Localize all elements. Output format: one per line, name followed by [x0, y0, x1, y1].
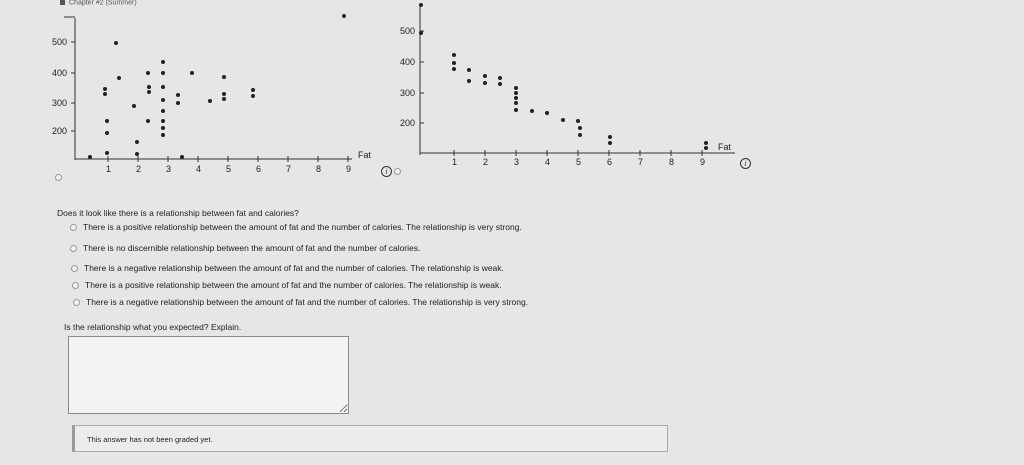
scatter-point	[251, 94, 255, 98]
scatter-point	[514, 86, 518, 90]
question-relationship: Does it look like there is a relationship between fat and calories?	[57, 208, 299, 218]
scatter-point	[161, 109, 165, 113]
option-label: There is a negative relationship between the amount of fat and the number of calories. The relationship is weak.	[84, 263, 504, 273]
plot-right-ytick-label: 400	[400, 57, 416, 67]
scatter-point	[514, 101, 518, 105]
plot-right-xtick-label: 4	[545, 157, 551, 167]
grade-status-text: This answer has not been graded yet.	[87, 435, 213, 444]
option-no-relationship[interactable]	[70, 243, 420, 253]
radio-button[interactable]	[71, 265, 78, 272]
scatter-point	[578, 126, 582, 130]
scatter-point	[608, 135, 612, 139]
scatter-point	[161, 133, 165, 137]
plot-right-xtick-label: 3	[514, 157, 520, 167]
scatter-point	[222, 75, 226, 79]
plot-right-xlabel: Fat	[718, 142, 732, 152]
scatter-point	[704, 146, 708, 150]
plot-right-ytick-label: 200	[400, 118, 416, 128]
option-positive-weak[interactable]	[72, 280, 502, 290]
scatter-point	[222, 97, 226, 101]
scatter-point	[342, 14, 346, 18]
scatter-point	[222, 92, 226, 96]
scatter-point	[105, 151, 109, 155]
scatter-point	[176, 93, 180, 97]
option-label: There is a positive relationship between the amount of fat and the number of calories. The relationship is weak.	[85, 280, 502, 290]
scatter-point	[147, 90, 151, 94]
scatter-point	[576, 119, 580, 123]
radio-button[interactable]	[72, 282, 79, 289]
scatter-point	[176, 101, 180, 105]
plot-right-axes	[420, 4, 735, 155]
scatter-point	[161, 98, 165, 102]
plot-right-xtick-label: 9	[700, 157, 706, 167]
plot-left-xtick-label: 7	[286, 164, 292, 174]
plot-right-xtick-label: 1	[452, 157, 458, 167]
grade-status-box	[72, 425, 668, 452]
plot-left-xtick-label: 4	[196, 164, 202, 174]
plot-left-xtick-label: 2	[136, 164, 142, 174]
scatter-point	[208, 99, 212, 103]
scatter-point	[608, 141, 612, 145]
plot-left-xtick-label: 6	[256, 164, 262, 174]
scatter-point	[190, 71, 194, 75]
plot-left-axes	[64, 17, 352, 160]
scatter-point	[135, 140, 139, 144]
plot-left-xlabel: Fat	[358, 150, 372, 160]
option-label: There is a positive relationship between the amount of fat and the number of calories. The relationship is very strong.	[83, 222, 522, 232]
plot-left-ytick-label: 400	[52, 68, 68, 78]
scatter-point	[452, 67, 456, 71]
explanation-textarea[interactable]	[68, 336, 349, 414]
option-label: There is no discernible relationship between the amount of fat and the number of calories.	[83, 243, 421, 253]
plot-right-ytick-label: 300	[400, 88, 416, 98]
scatter-point	[105, 131, 109, 135]
scatter-point	[146, 71, 150, 75]
scatter-point	[88, 155, 92, 159]
scatter-point	[103, 87, 107, 91]
scatter-point	[498, 76, 502, 80]
scatter-point	[146, 119, 150, 123]
scatter-point	[561, 118, 565, 122]
scatter-point	[147, 85, 151, 89]
scatter-point	[103, 92, 107, 96]
scatter-point	[498, 82, 502, 86]
graph-select-radio-right[interactable]	[394, 168, 401, 175]
plot-left-ytick-label: 300	[52, 98, 68, 108]
plot-left-xtick-label: 3	[166, 164, 172, 174]
scatter-plot-left	[0, 0, 1024, 200]
scatter-point	[578, 133, 582, 137]
scatter-point	[514, 108, 518, 112]
assignment-title: Chapter #2 (Summer)	[69, 0, 137, 7]
plot-right-ytick-label: 500	[400, 26, 416, 36]
graph-select-radio-left[interactable]	[55, 174, 62, 181]
scatter-point	[161, 85, 165, 89]
scatter-point	[483, 81, 487, 85]
plot-right-xtick-label: 6	[607, 157, 613, 167]
info-icon[interactable]: i	[381, 166, 392, 177]
plot-left-xtick-label: 9	[346, 164, 352, 174]
scatter-point	[467, 79, 471, 83]
scatter-point	[117, 76, 121, 80]
plot-right-xtick-label: 2	[483, 157, 489, 167]
radio-button[interactable]	[70, 245, 77, 252]
scatter-point	[161, 126, 165, 130]
plot-left-xtick-label: 1	[106, 164, 112, 174]
radio-button[interactable]	[73, 299, 80, 306]
scatter-point	[132, 104, 136, 108]
scatter-point	[545, 111, 549, 115]
plot-left-xtick-label: 8	[316, 164, 322, 174]
scatter-point	[251, 88, 255, 92]
scatter-point	[514, 96, 518, 100]
info-icon[interactable]: i	[740, 158, 751, 169]
option-negative-strong[interactable]	[73, 297, 528, 307]
option-positive-strong[interactable]	[70, 222, 522, 232]
plot-right-xtick-label: 8	[669, 157, 675, 167]
scatter-point	[180, 155, 184, 159]
scatter-point	[704, 141, 708, 145]
plot-right-xtick-label: 7	[638, 157, 644, 167]
scatter-point	[483, 74, 487, 78]
plot-left-xtick-label: 5	[226, 164, 232, 174]
scatter-point	[467, 68, 471, 72]
scatter-point	[161, 60, 165, 64]
scatter-point	[514, 91, 518, 95]
scatter-point	[419, 31, 423, 35]
plot-right-xtick-label: 5	[576, 157, 582, 167]
scatter-point	[530, 109, 534, 113]
plot-left-ytick-label: 200	[52, 126, 68, 136]
plot-left-ytick-label: 500	[52, 37, 68, 47]
scatter-point	[452, 61, 456, 65]
question-expected: Is the relationship what you expected? Explain.	[64, 322, 242, 332]
option-negative-weak[interactable]	[71, 263, 504, 273]
scatter-point	[161, 71, 165, 75]
plot-right-points	[419, 3, 708, 150]
scatter-point	[161, 119, 165, 123]
scatter-point	[114, 41, 118, 45]
radio-button[interactable]	[70, 224, 77, 231]
scatter-point	[419, 3, 423, 7]
scatter-point	[135, 152, 139, 156]
scatter-point	[452, 53, 456, 57]
plot-left-points	[88, 14, 346, 159]
scatter-point	[105, 119, 109, 123]
option-label: There is a negative relationship between the amount of fat and the number of calories. The relationship is very strong.	[86, 297, 529, 307]
